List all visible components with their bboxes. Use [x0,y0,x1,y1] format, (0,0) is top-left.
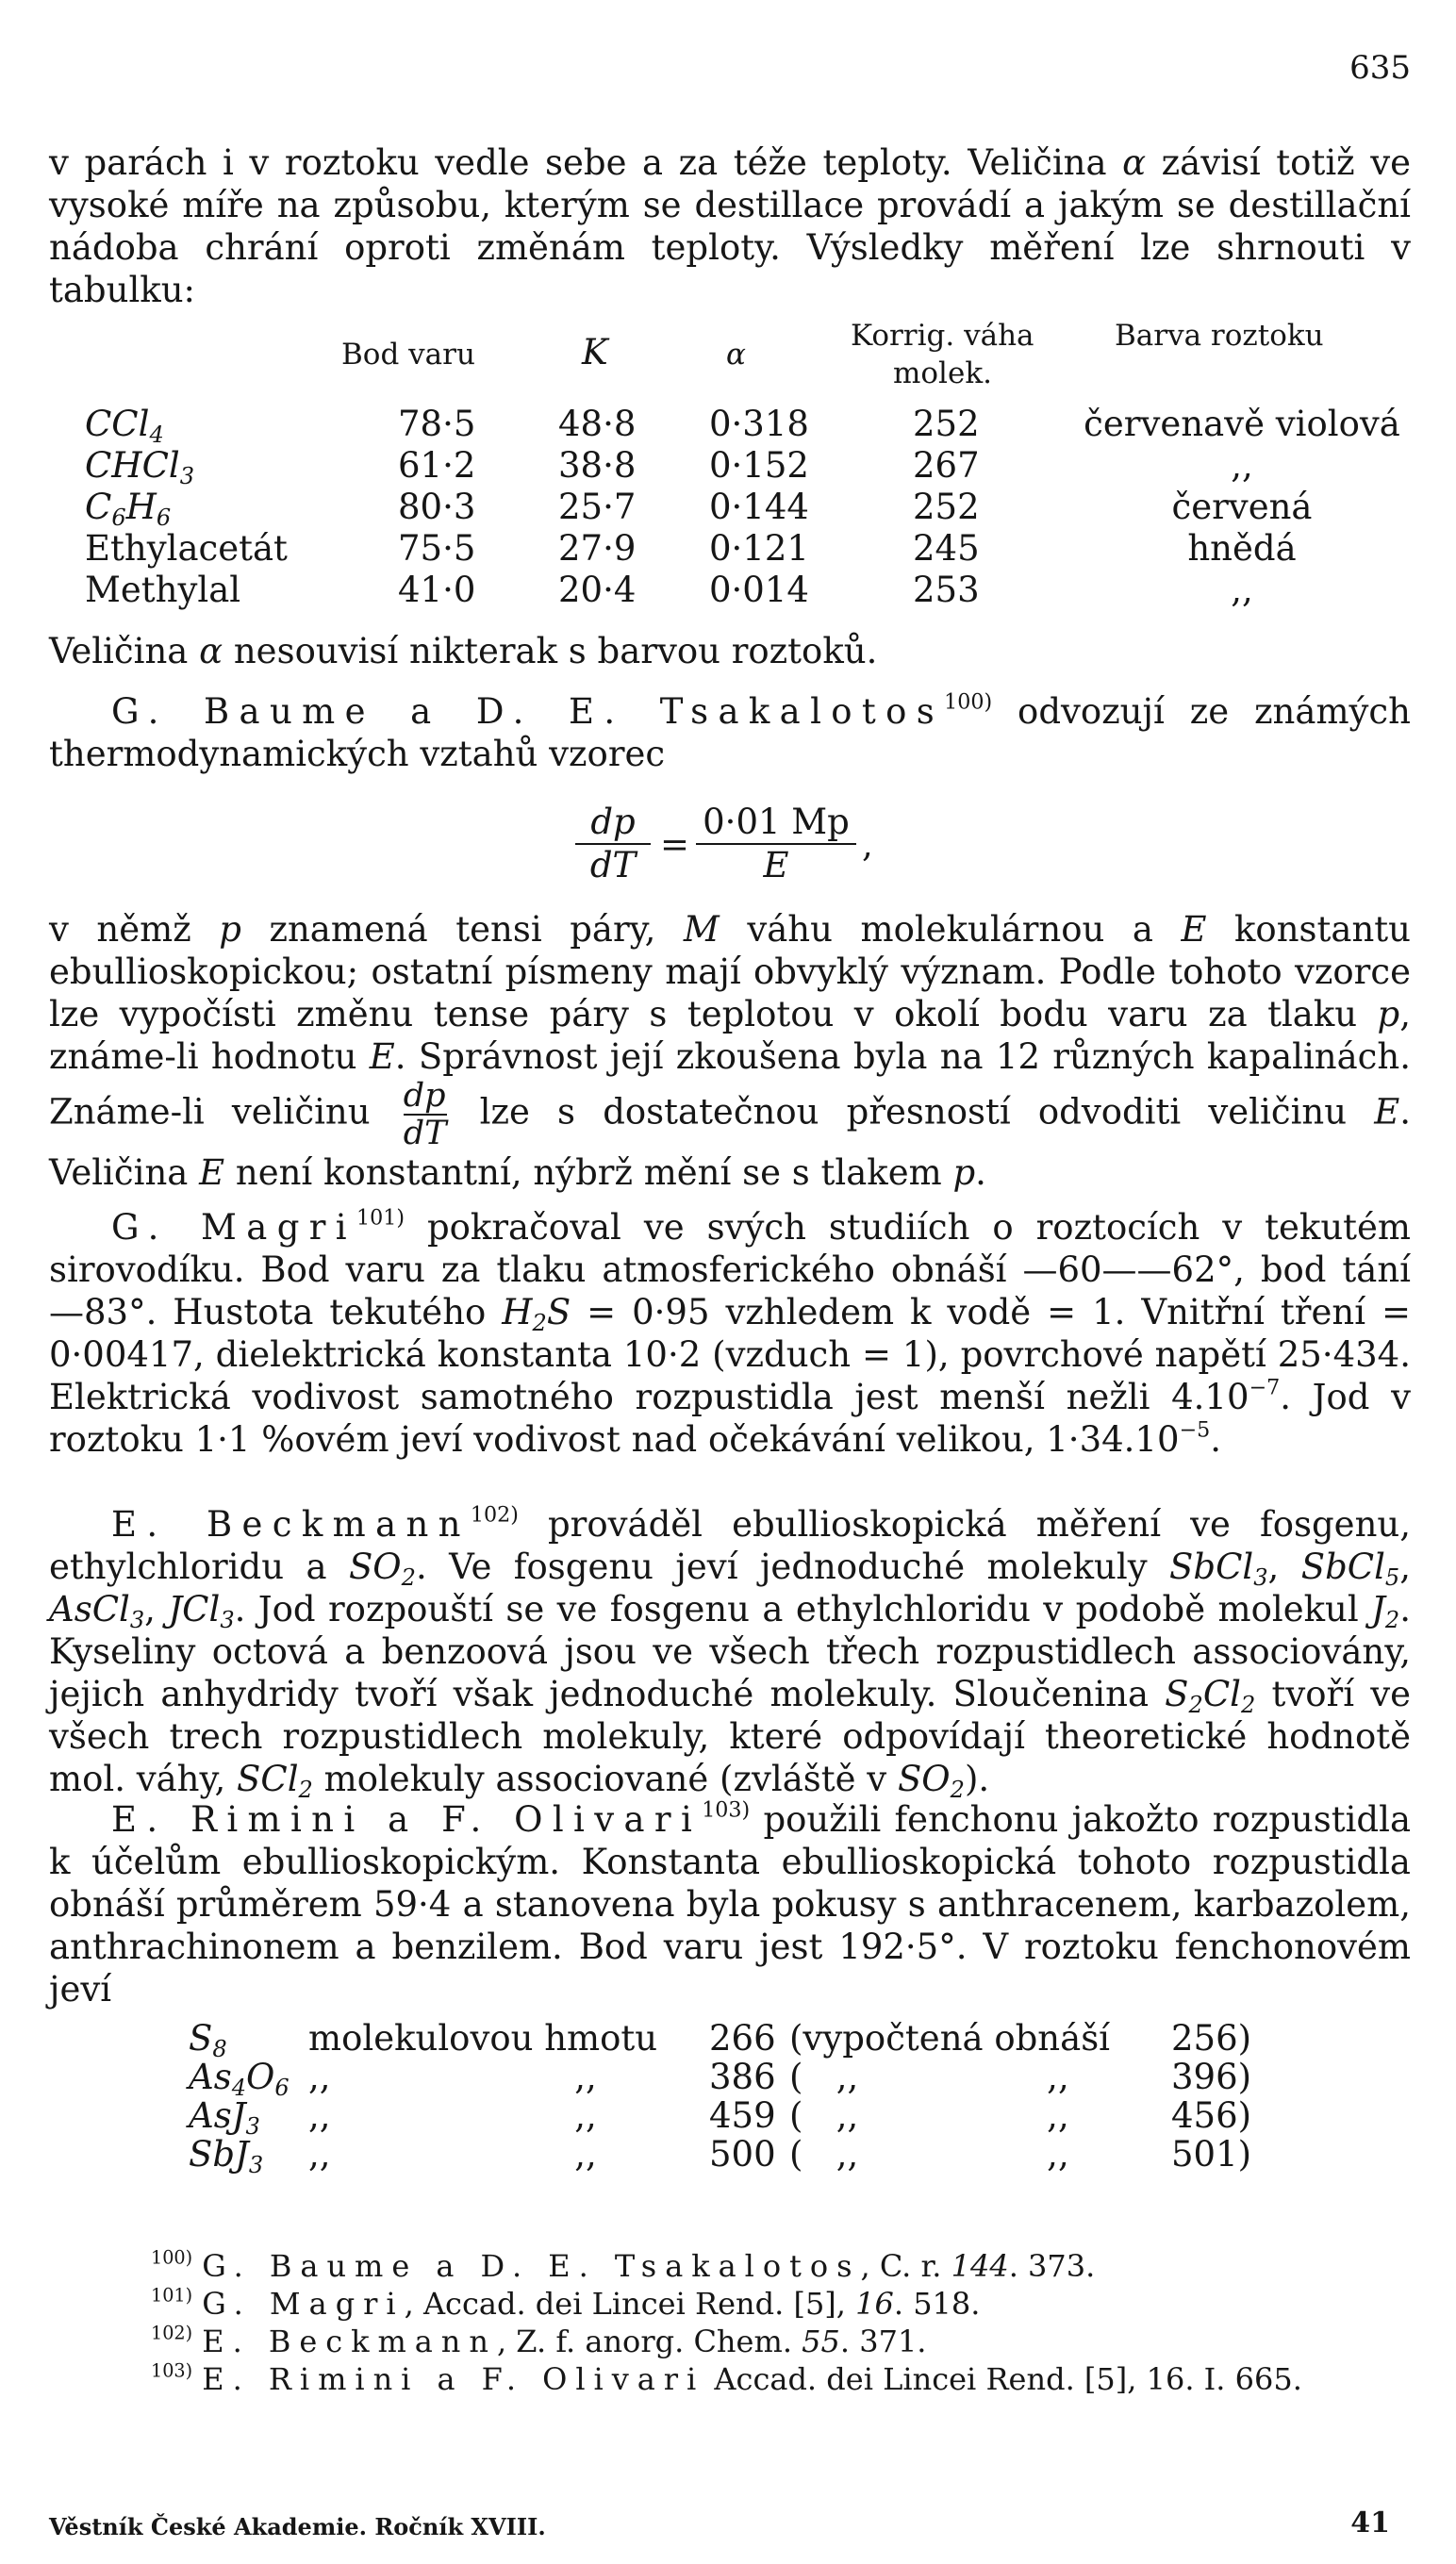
compound-name: CHCl$_3$ [85,445,195,490]
author-name: E. Beckmann [111,1504,471,1545]
header-alpha: α [726,338,746,372]
page-number: 635 [1349,49,1411,87]
compound-name: $C_6H_6$ [85,487,172,532]
formula: AsJ$_3$ [189,2095,260,2141]
formula-dp-dt: $\frac{dp}{dT}$ = $\frac{0\cdot 01 Mp}{E}$ , [575,802,877,892]
compound-name: CCl$_4$ [85,404,164,449]
table-row: $C_6H_6$ 80·3 25·7 0·144 252 červená [85,487,1313,532]
author-name: G. Baume a D. E. Tsakalotos [111,691,945,732]
footnote: $^{103)}$ E. Rimini a F. Olivari Accad. dei Lincei Rend. [5], 16. I. 665. [151,2359,1302,2397]
header-korrig: Korrig. váha [851,319,1034,353]
paragraph-formula-explanation: v němž p znamená tensi páry, M váhu molekulárnou a E konstantu ebullioskopickou; ostatní písmeny mají obvyklý význam. Podle tohoto vzorce lze vypočísti změnu tense páry s teplotou v okolí bodu varu za tlaku p, známe-li hodnotu E. Správnost její zkoušena byla na 12 různých kapalinách. Známe-li veličinu $\frac{dp}{dT}$ lze s dostatečnou přesností odvoditi veličinu E. Veličina E není konstantní, nýbrž mění se s tlakem p. [49,909,1411,1193]
author-name: E. Rimini a F. Olivari [111,1799,703,1840]
sheet-number: 41 [1350,2506,1390,2539]
footnote-ref: 100) [944,689,993,715]
paragraph-alpha-note: Veličina α nesouvisí nikterak s barvou roztoků. [49,631,878,671]
alpha-symbol: α [1122,142,1147,183]
table-row: AsJ$_3$ ,, ,, 459 ( ,, ,, 456) [189,2095,1252,2141]
footnote: $^{101)}$ G. Magri, Accad. dei Lincei Rend. [5], 16. 518. [151,2284,981,2322]
compound-name: Methylal [85,570,241,610]
paragraph-rimini: E. Rimini a F. Olivari$^{103)}$ použili fenchonu jakožto rozpustidla k účelům ebullioskopickým. Konstanta ebullioskopická tohoto rozpustidla obnáší průměrem 59·4 a stanovena byla pokusy s anthracenem, karbazolem, anthrachinonem a benzilem. Bod varu jest 192·5°. V roztoku fenchonovém jeví [49,1797,1411,2010]
paragraph-intro: v parách i v roztoku vedle sebe a za téže teploty. Veličina α závisí totiž ve vysoké míře na způsobu, kterým se destillace provádí a jakým se destillační nádoba chrání oproti změnám teploty. Výsledky měření lze shrnouti v tabulku: [49,142,1411,310]
table-row: Ethylacetát 75·5 27·9 0·121 245 hnědá [85,528,1297,569]
header-molek: molek. [893,356,992,390]
paragraph-beckmann: E. Beckmann$^{102)}$ prováděl ebullioskopická měření ve fosgenu, ethylchloridu a $SO_2$. Ve fosgenu jeví jednoduché molekuly SbCl$_3$, SbCl$_5$, AsCl$_3$, JCl$_3$. Jod rozpouští se ve fosgenu a ethylchloridu v podobě molekul $J_2$. Kyseliny octová a benzoová jsou ve všech třech rozpustidlech associovány, jejich anhydridy tvoří však jednoduché molekuly. Sloučenina $S_2Cl_2$ tvoří ve všech trech rozpustidlech molekuly, které odpovídají theoretické hodnotě mol. váhy, SCl$_2$ molekuly associované (zvláště v $SO_2$). [49,1502,1411,1804]
footnotes [151,2247,1302,2398]
formula: $As_4O_6$ [189,2057,290,2102]
table-row: CHCl$_3$ 61·2 38·8 0·152 267 ,, [85,445,1253,490]
formula-lhs: $\frac{dp}{dT}$ [575,802,651,886]
formula: $S_8$ [189,2018,227,2063]
inline-fraction-dp-dt: $\frac{dp}{dT}$ [403,1077,447,1152]
header-k: K [582,332,608,372]
header-barva: Barva roztoku [1115,319,1324,353]
table-row: $S_8$ molekulovou hmotu 266 (vypočtená obnáší 256) [189,2018,1252,2063]
formula: SbJ$_3$ [189,2134,264,2179]
footnote: $^{100)}$ G. Baume a D. E. Tsakalotos, C. r. 144. 373. [151,2246,1096,2284]
author-name: G. Magri [111,1207,356,1248]
journal-name: Věstník České Akademie. Ročník XVIII. [49,2513,546,2540]
footnote: $^{102)}$ E. Beckmann, Z. f. anorg. Chem. 55. 371. [151,2322,927,2359]
paragraph-magri: G. Magri$^{101)}$ pokračoval ve svých studiích o roztocích v tekutém sirovodíku. Bod varu za tlaku atmosferického obnáší —60——62°, bod tání —83°. Hustota tekutého $H_2S = 0\cdot 95$ vzhledem k vodě = 1. Vnitřní tření = 0·00417, dielektrická konstanta 10·2 (vzduch = 1), povrchové napětí 25·434. Elektrická vodivost samotného rozpustidla jest menší nežli $4.10^{-7}$. Jod v roztoku 1·1 %ovém jeví vodivost nad očekávání velikou, $1\cdot 34.10^{-5}$. [49,1205,1412,1460]
header-bod-varu: Bod varu [341,338,475,372]
table-row: Methylal 41·0 20·4 0·014 253 ,, [85,570,1253,610]
formula-rhs: $\frac{0\cdot 01 Mp}{E}$ [696,802,856,886]
table-row: CCl$_4$ 78·5 48·8 0·318 252 červenavě violová [85,404,1400,449]
paragraph-baume: G. Baume a D. E. Tsakalotos$^{100)}$ odvozují ze známých thermodynamických vztahů vzorec [49,689,1411,774]
table-row: $As_4O_6$ ,, ,, 386 ( ,, ,, 396) [189,2057,1252,2102]
compound-name: Ethylacetát [85,528,288,569]
table-row: SbJ$_3$ ,, ,, 500 ( ,, ,, 501) [189,2134,1252,2179]
